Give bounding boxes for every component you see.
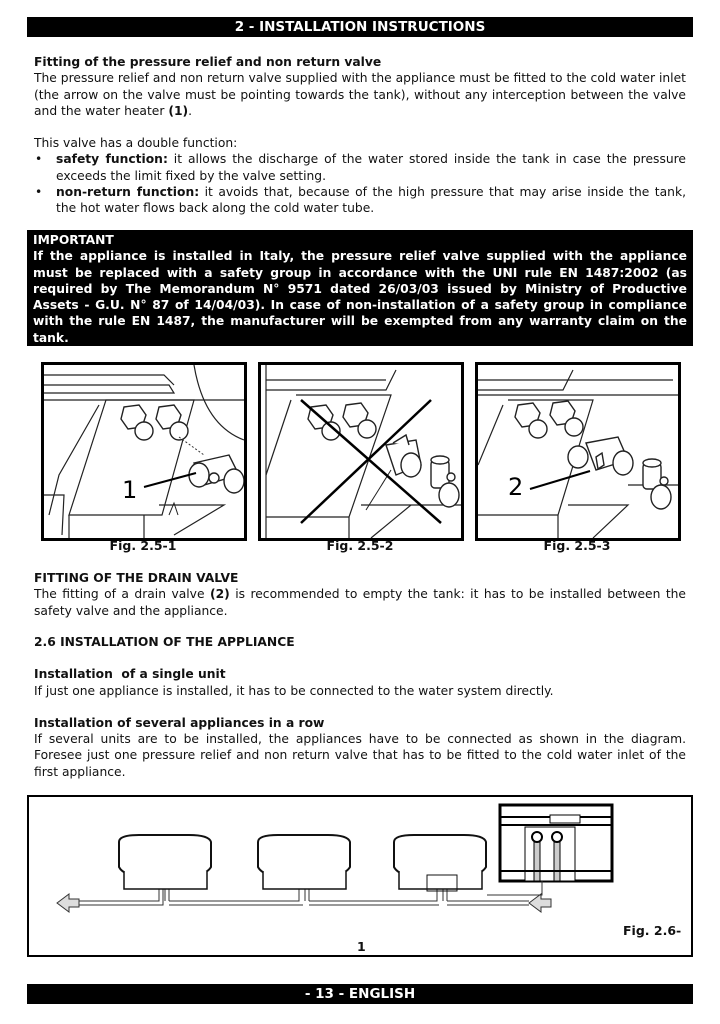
bullet-icon: • xyxy=(35,185,43,200)
figure-caption: Fig. 2.5-2 xyxy=(326,538,394,553)
diagram-caption: Fig. 2.6- xyxy=(623,923,682,938)
figure-label: 1 xyxy=(122,476,138,504)
drain-valve-illustration xyxy=(478,365,678,538)
valve-paragraph-ref: (1) xyxy=(168,103,189,118)
section-title: 2 - INSTALLATION INSTRUCTIONS xyxy=(234,19,486,35)
appliance-section xyxy=(34,634,686,780)
important-notice xyxy=(27,230,693,346)
valve-paragraph xyxy=(34,70,686,119)
page-footer xyxy=(27,984,693,1004)
valve-heading: Fitting of the pressure relief and non return valve xyxy=(34,55,382,69)
figure-caption: Fig. 2.5-1 xyxy=(109,538,177,553)
bullet-icon: • xyxy=(35,152,43,167)
valve-paragraph-text: The pressure relief and non return valve supplied with the appliance must be fitted to the cold water inlet (the arrow on the valve must be pointing towards the tank), without any interception between the valve and the water heater xyxy=(34,71,686,118)
diagram-caption-continued: 1 xyxy=(357,939,366,954)
single-unit-text: If just one appliance is installed, it has to be connected to the water system directly. xyxy=(34,683,554,698)
important-text: If the appliance is installed in Italy, the pressure relief valve supplied with the appliance must be replaced with a safety group in accordance with the UNI rule EN 1487:2002 (as required by The Memorandum N° 9571 dated 26/03/03 issued by Ministry of Productive Assets - G.U. N° 87 of 14/04/03). In case of non-installation of a safety group in compliance with the rule EN 1487, the manufacturer will be exempted from any warranty claim on the tank. xyxy=(33,249,687,345)
figure-2-5-2 xyxy=(258,362,464,541)
section-header xyxy=(27,17,693,37)
figure-2-5-1 xyxy=(41,362,247,541)
valve-functions-list xyxy=(34,151,686,216)
appliances-in-row-diagram xyxy=(29,797,691,955)
several-units-heading: Installation of several appliances in a row xyxy=(34,715,325,730)
incorrect-fitting-illustration xyxy=(261,365,461,538)
page-number: - 13 - ENGLISH xyxy=(304,986,416,1002)
valve-intro: This valve has a double function: xyxy=(34,136,238,151)
list-item xyxy=(34,184,686,217)
valve-detail-inset xyxy=(487,805,612,895)
drain-ref: (2) xyxy=(209,587,230,602)
drain-text-end: is recommended to empty the tank: it has to be installed between the safety valve and the appliance. xyxy=(34,587,686,618)
single-unit-heading: Installation of a single unit xyxy=(34,667,226,682)
valve-paragraph-end: . xyxy=(188,103,193,118)
figure-2-5-3 xyxy=(475,362,681,541)
drain-heading: FITTING OF THE DRAIN VALVE xyxy=(34,571,239,585)
inlet-arrow-icon xyxy=(529,894,551,912)
list-item xyxy=(34,151,686,184)
appliance-heading: 2.6 INSTALLATION OF THE APPLIANCE xyxy=(34,635,295,649)
drain-paragraph xyxy=(34,586,686,619)
valve-fitting-illustration xyxy=(44,365,244,538)
several-units-text: If several units are to be installed, the appliances have to be connected as shown in the diagram. Foresee just one pressure relief and non return valve that has to be fitted to the cold water inlet of the first appliance. xyxy=(34,732,686,779)
figure-caption: Fig. 2.5-3 xyxy=(543,538,611,553)
drain-section xyxy=(34,570,686,619)
valve-section xyxy=(34,54,686,217)
figure-2-6-1 xyxy=(27,795,693,957)
water-heaters xyxy=(119,835,486,891)
bullet-text: it avoids that, because of the high pressure that may arise inside the tank, the hot water flows back along the cold water tube. xyxy=(56,185,686,216)
drain-text-start: The fitting of a drain valve xyxy=(34,587,210,602)
bullet-term: safety function: xyxy=(56,152,168,167)
bullet-term: non-return function: xyxy=(56,185,200,200)
outlet-arrow-icon xyxy=(57,894,79,912)
important-title: IMPORTANT xyxy=(33,233,114,247)
figure-label: 2 xyxy=(508,473,524,501)
bullet-text: it allows the discharge of the water stored inside the tank in case the pressure exceeds the limit fixed by the valve setting. xyxy=(56,152,686,183)
